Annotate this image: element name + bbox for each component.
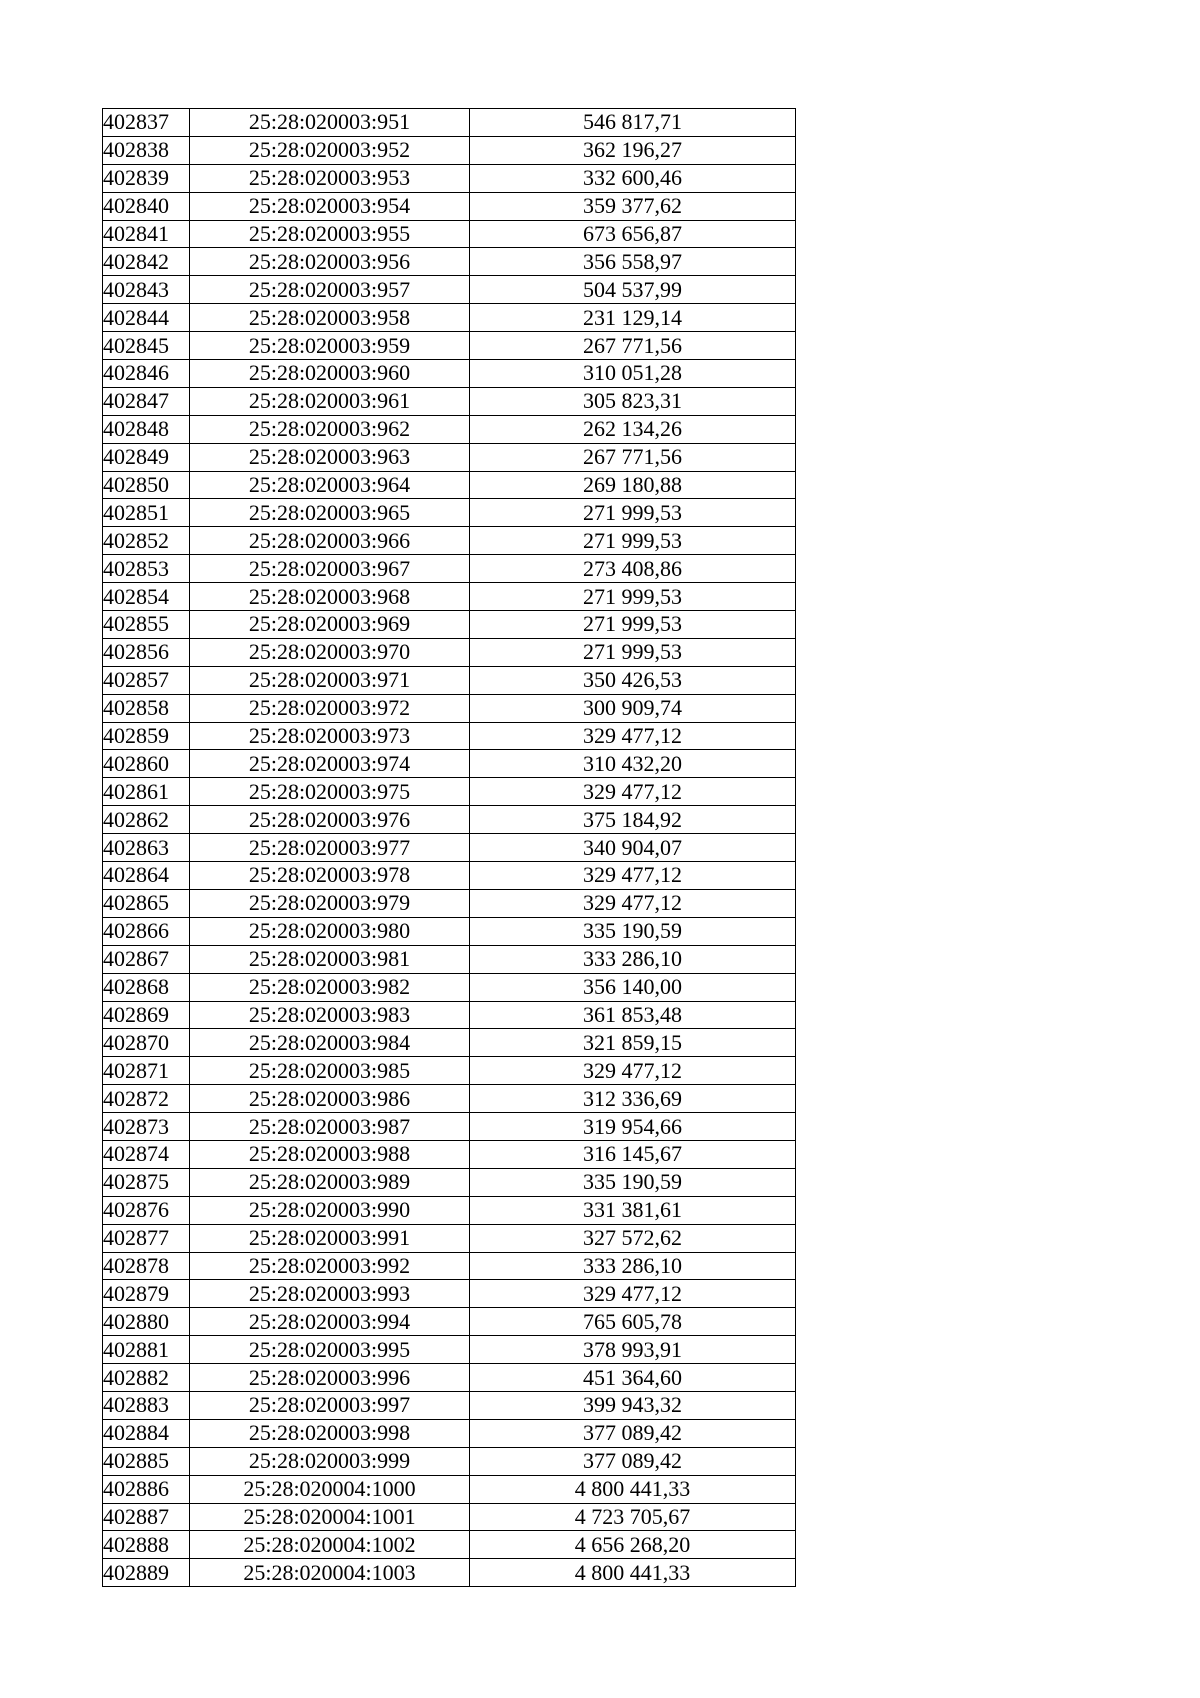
table-row (103, 638, 796, 666)
table-row (103, 1531, 796, 1559)
cadastral-number-cell: 25:28:020003:993 (190, 1280, 470, 1308)
value-cell: 267 771,56 (470, 443, 796, 471)
cadastral-number-cell: 25:28:020003:963 (190, 443, 470, 471)
row-number-cell: 402889 (103, 1559, 190, 1587)
cadastral-number-cell: 25:28:020003:982 (190, 973, 470, 1001)
table-row (103, 443, 796, 471)
table-row (103, 1503, 796, 1531)
row-number-cell: 402868 (103, 973, 190, 1001)
row-number-cell: 402863 (103, 834, 190, 862)
value-cell: 356 558,97 (470, 248, 796, 276)
cadastral-number-cell: 25:28:020003:971 (190, 666, 470, 694)
row-number-cell: 402855 (103, 611, 190, 639)
row-number-cell: 402854 (103, 583, 190, 611)
value-cell: 231 129,14 (470, 304, 796, 332)
cadastral-number-cell: 25:28:020003:956 (190, 248, 470, 276)
table-row (103, 527, 796, 555)
row-number-cell: 402873 (103, 1113, 190, 1141)
cadastral-number-cell: 25:28:020003:991 (190, 1224, 470, 1252)
table-row (103, 583, 796, 611)
table-row (103, 1447, 796, 1475)
row-number-cell: 402864 (103, 862, 190, 890)
row-number-cell: 402853 (103, 555, 190, 583)
table-row (103, 1196, 796, 1224)
table-row (103, 109, 796, 137)
cadastral-number-cell: 25:28:020003:962 (190, 415, 470, 443)
cadastral-value-table (102, 108, 796, 1587)
table-row (103, 1391, 796, 1419)
value-cell: 319 954,66 (470, 1113, 796, 1141)
table-row (103, 722, 796, 750)
value-cell: 375 184,92 (470, 806, 796, 834)
value-cell: 335 190,59 (470, 917, 796, 945)
table-row (103, 360, 796, 388)
value-cell: 378 993,91 (470, 1336, 796, 1364)
value-cell: 273 408,86 (470, 555, 796, 583)
table-row (103, 220, 796, 248)
row-number-cell: 402857 (103, 666, 190, 694)
value-cell: 267 771,56 (470, 332, 796, 360)
value-cell: 310 432,20 (470, 750, 796, 778)
cadastral-number-cell: 25:28:020003:998 (190, 1419, 470, 1447)
row-number-cell: 402851 (103, 499, 190, 527)
cadastral-number-cell: 25:28:020003:978 (190, 862, 470, 890)
row-number-cell: 402842 (103, 248, 190, 276)
value-cell: 327 572,62 (470, 1224, 796, 1252)
cadastral-number-cell: 25:28:020003:992 (190, 1252, 470, 1280)
row-number-cell: 402887 (103, 1503, 190, 1531)
value-cell: 329 477,12 (470, 862, 796, 890)
value-cell: 329 477,12 (470, 1057, 796, 1085)
table-row (103, 499, 796, 527)
cadastral-number-cell: 25:28:020003:985 (190, 1057, 470, 1085)
value-cell: 310 051,28 (470, 360, 796, 388)
value-cell: 333 286,10 (470, 1252, 796, 1280)
row-number-cell: 402877 (103, 1224, 190, 1252)
cadastral-number-cell: 25:28:020003:953 (190, 164, 470, 192)
value-cell: 377 089,42 (470, 1447, 796, 1475)
value-cell: 356 140,00 (470, 973, 796, 1001)
row-number-cell: 402888 (103, 1531, 190, 1559)
cadastral-number-cell: 25:28:020003:979 (190, 889, 470, 917)
cadastral-number-cell: 25:28:020003:997 (190, 1391, 470, 1419)
cadastral-number-cell: 25:28:020003:996 (190, 1364, 470, 1392)
cadastral-number-cell: 25:28:020003:952 (190, 136, 470, 164)
cadastral-number-cell: 25:28:020003:959 (190, 332, 470, 360)
value-cell: 271 999,53 (470, 527, 796, 555)
value-cell: 4 800 441,33 (470, 1559, 796, 1587)
row-number-cell: 402870 (103, 1029, 190, 1057)
cadastral-number-cell: 25:28:020003:980 (190, 917, 470, 945)
value-cell: 271 999,53 (470, 611, 796, 639)
row-number-cell: 402879 (103, 1280, 190, 1308)
value-cell: 329 477,12 (470, 778, 796, 806)
value-cell: 312 336,69 (470, 1085, 796, 1113)
cadastral-number-cell: 25:28:020003:973 (190, 722, 470, 750)
row-number-cell: 402882 (103, 1364, 190, 1392)
row-number-cell: 402880 (103, 1308, 190, 1336)
table-row (103, 973, 796, 1001)
value-cell: 262 134,26 (470, 415, 796, 443)
table-row (103, 304, 796, 332)
value-cell: 362 196,27 (470, 136, 796, 164)
table-row (103, 750, 796, 778)
value-cell: 546 817,71 (470, 109, 796, 137)
row-number-cell: 402862 (103, 806, 190, 834)
value-cell: 377 089,42 (470, 1419, 796, 1447)
row-number-cell: 402885 (103, 1447, 190, 1475)
cadastral-number-cell: 25:28:020003:989 (190, 1168, 470, 1196)
table-row (103, 1364, 796, 1392)
value-cell: 316 145,67 (470, 1140, 796, 1168)
table-row (103, 248, 796, 276)
table-row (103, 1224, 796, 1252)
row-number-cell: 402837 (103, 109, 190, 137)
table-row (103, 1280, 796, 1308)
table-row (103, 611, 796, 639)
row-number-cell: 402852 (103, 527, 190, 555)
table-row (103, 1029, 796, 1057)
value-cell: 673 656,87 (470, 220, 796, 248)
cadastral-number-cell: 25:28:020003:981 (190, 945, 470, 973)
table-row (103, 1559, 796, 1587)
table-row (103, 694, 796, 722)
value-cell: 340 904,07 (470, 834, 796, 862)
value-cell: 359 377,62 (470, 192, 796, 220)
value-cell: 4 723 705,67 (470, 1503, 796, 1531)
table-row (103, 1336, 796, 1364)
value-cell: 4 800 441,33 (470, 1475, 796, 1503)
row-number-cell: 402878 (103, 1252, 190, 1280)
row-number-cell: 402874 (103, 1140, 190, 1168)
row-number-cell: 402866 (103, 917, 190, 945)
table-row (103, 1085, 796, 1113)
table-row (103, 1113, 796, 1141)
table-row (103, 806, 796, 834)
table-row (103, 276, 796, 304)
table-row (103, 1168, 796, 1196)
row-number-cell: 402886 (103, 1475, 190, 1503)
table-row (103, 1252, 796, 1280)
value-cell: 399 943,32 (470, 1391, 796, 1419)
cadastral-number-cell: 25:28:020003:958 (190, 304, 470, 332)
cadastral-number-cell: 25:28:020004:1000 (190, 1475, 470, 1503)
row-number-cell: 402840 (103, 192, 190, 220)
cadastral-number-cell: 25:28:020003:970 (190, 638, 470, 666)
table-row (103, 471, 796, 499)
table-row (103, 917, 796, 945)
row-number-cell: 402869 (103, 1001, 190, 1029)
value-cell: 329 477,12 (470, 1280, 796, 1308)
row-number-cell: 402839 (103, 164, 190, 192)
row-number-cell: 402847 (103, 387, 190, 415)
row-number-cell: 402865 (103, 889, 190, 917)
table-row (103, 862, 796, 890)
table-row (103, 555, 796, 583)
cadastral-number-cell: 25:28:020003:965 (190, 499, 470, 527)
value-cell: 332 600,46 (470, 164, 796, 192)
row-number-cell: 402875 (103, 1168, 190, 1196)
cadastral-number-cell: 25:28:020003:951 (190, 109, 470, 137)
table-row (103, 164, 796, 192)
cadastral-number-cell: 25:28:020004:1002 (190, 1531, 470, 1559)
cadastral-number-cell: 25:28:020003:975 (190, 778, 470, 806)
row-number-cell: 402838 (103, 136, 190, 164)
table-row (103, 387, 796, 415)
row-number-cell: 402867 (103, 945, 190, 973)
cadastral-number-cell: 25:28:020003:977 (190, 834, 470, 862)
value-cell: 504 537,99 (470, 276, 796, 304)
table-row (103, 778, 796, 806)
table-row (103, 192, 796, 220)
row-number-cell: 402858 (103, 694, 190, 722)
cadastral-number-cell: 25:28:020003:994 (190, 1308, 470, 1336)
cadastral-number-cell: 25:28:020003:969 (190, 611, 470, 639)
cadastral-number-cell: 25:28:020003:955 (190, 220, 470, 248)
cadastral-number-cell: 25:28:020003:988 (190, 1140, 470, 1168)
row-number-cell: 402849 (103, 443, 190, 471)
value-cell: 271 999,53 (470, 638, 796, 666)
row-number-cell: 402861 (103, 778, 190, 806)
table-row (103, 945, 796, 973)
cadastral-number-cell: 25:28:020003:960 (190, 360, 470, 388)
cadastral-number-cell: 25:28:020003:967 (190, 555, 470, 583)
row-number-cell: 402860 (103, 750, 190, 778)
value-cell: 329 477,12 (470, 889, 796, 917)
table-row (103, 332, 796, 360)
row-number-cell: 402844 (103, 304, 190, 332)
value-cell: 305 823,31 (470, 387, 796, 415)
cadastral-number-cell: 25:28:020003:957 (190, 276, 470, 304)
cadastral-number-cell: 25:28:020003:974 (190, 750, 470, 778)
cadastral-number-cell: 25:28:020003:976 (190, 806, 470, 834)
row-number-cell: 402843 (103, 276, 190, 304)
row-number-cell: 402881 (103, 1336, 190, 1364)
row-number-cell: 402848 (103, 415, 190, 443)
value-cell: 331 381,61 (470, 1196, 796, 1224)
table-body (103, 109, 796, 1587)
cadastral-number-cell: 25:28:020003:984 (190, 1029, 470, 1057)
cadastral-number-cell: 25:28:020003:968 (190, 583, 470, 611)
value-cell: 271 999,53 (470, 499, 796, 527)
table-row (103, 889, 796, 917)
value-cell: 333 286,10 (470, 945, 796, 973)
row-number-cell: 402872 (103, 1085, 190, 1113)
value-cell: 300 909,74 (470, 694, 796, 722)
value-cell: 350 426,53 (470, 666, 796, 694)
row-number-cell: 402845 (103, 332, 190, 360)
value-cell: 451 364,60 (470, 1364, 796, 1392)
cadastral-number-cell: 25:28:020003:987 (190, 1113, 470, 1141)
row-number-cell: 402850 (103, 471, 190, 499)
row-number-cell: 402871 (103, 1057, 190, 1085)
cadastral-number-cell: 25:28:020003:983 (190, 1001, 470, 1029)
cadastral-number-cell: 25:28:020003:972 (190, 694, 470, 722)
row-number-cell: 402876 (103, 1196, 190, 1224)
row-number-cell: 402859 (103, 722, 190, 750)
cadastral-number-cell: 25:28:020004:1003 (190, 1559, 470, 1587)
cadastral-number-cell: 25:28:020003:961 (190, 387, 470, 415)
cadastral-number-cell: 25:28:020003:954 (190, 192, 470, 220)
value-cell: 321 859,15 (470, 1029, 796, 1057)
table-row (103, 415, 796, 443)
table-row (103, 1308, 796, 1336)
cadastral-number-cell: 25:28:020003:986 (190, 1085, 470, 1113)
value-cell: 765 605,78 (470, 1308, 796, 1336)
table-row (103, 1475, 796, 1503)
cadastral-number-cell: 25:28:020003:995 (190, 1336, 470, 1364)
cadastral-number-cell: 25:28:020004:1001 (190, 1503, 470, 1531)
value-cell: 4 656 268,20 (470, 1531, 796, 1559)
row-number-cell: 402883 (103, 1391, 190, 1419)
cadastral-number-cell: 25:28:020003:990 (190, 1196, 470, 1224)
value-cell: 271 999,53 (470, 583, 796, 611)
table-row (103, 1140, 796, 1168)
row-number-cell: 402884 (103, 1419, 190, 1447)
value-cell: 335 190,59 (470, 1168, 796, 1196)
row-number-cell: 402846 (103, 360, 190, 388)
table-row (103, 1001, 796, 1029)
table-row (103, 834, 796, 862)
value-cell: 361 853,48 (470, 1001, 796, 1029)
cadastral-number-cell: 25:28:020003:966 (190, 527, 470, 555)
row-number-cell: 402841 (103, 220, 190, 248)
cadastral-number-cell: 25:28:020003:999 (190, 1447, 470, 1475)
value-cell: 329 477,12 (470, 722, 796, 750)
value-cell: 269 180,88 (470, 471, 796, 499)
row-number-cell: 402856 (103, 638, 190, 666)
cadastral-number-cell: 25:28:020003:964 (190, 471, 470, 499)
table-row (103, 136, 796, 164)
table-row (103, 666, 796, 694)
table-row (103, 1057, 796, 1085)
table-row (103, 1419, 796, 1447)
